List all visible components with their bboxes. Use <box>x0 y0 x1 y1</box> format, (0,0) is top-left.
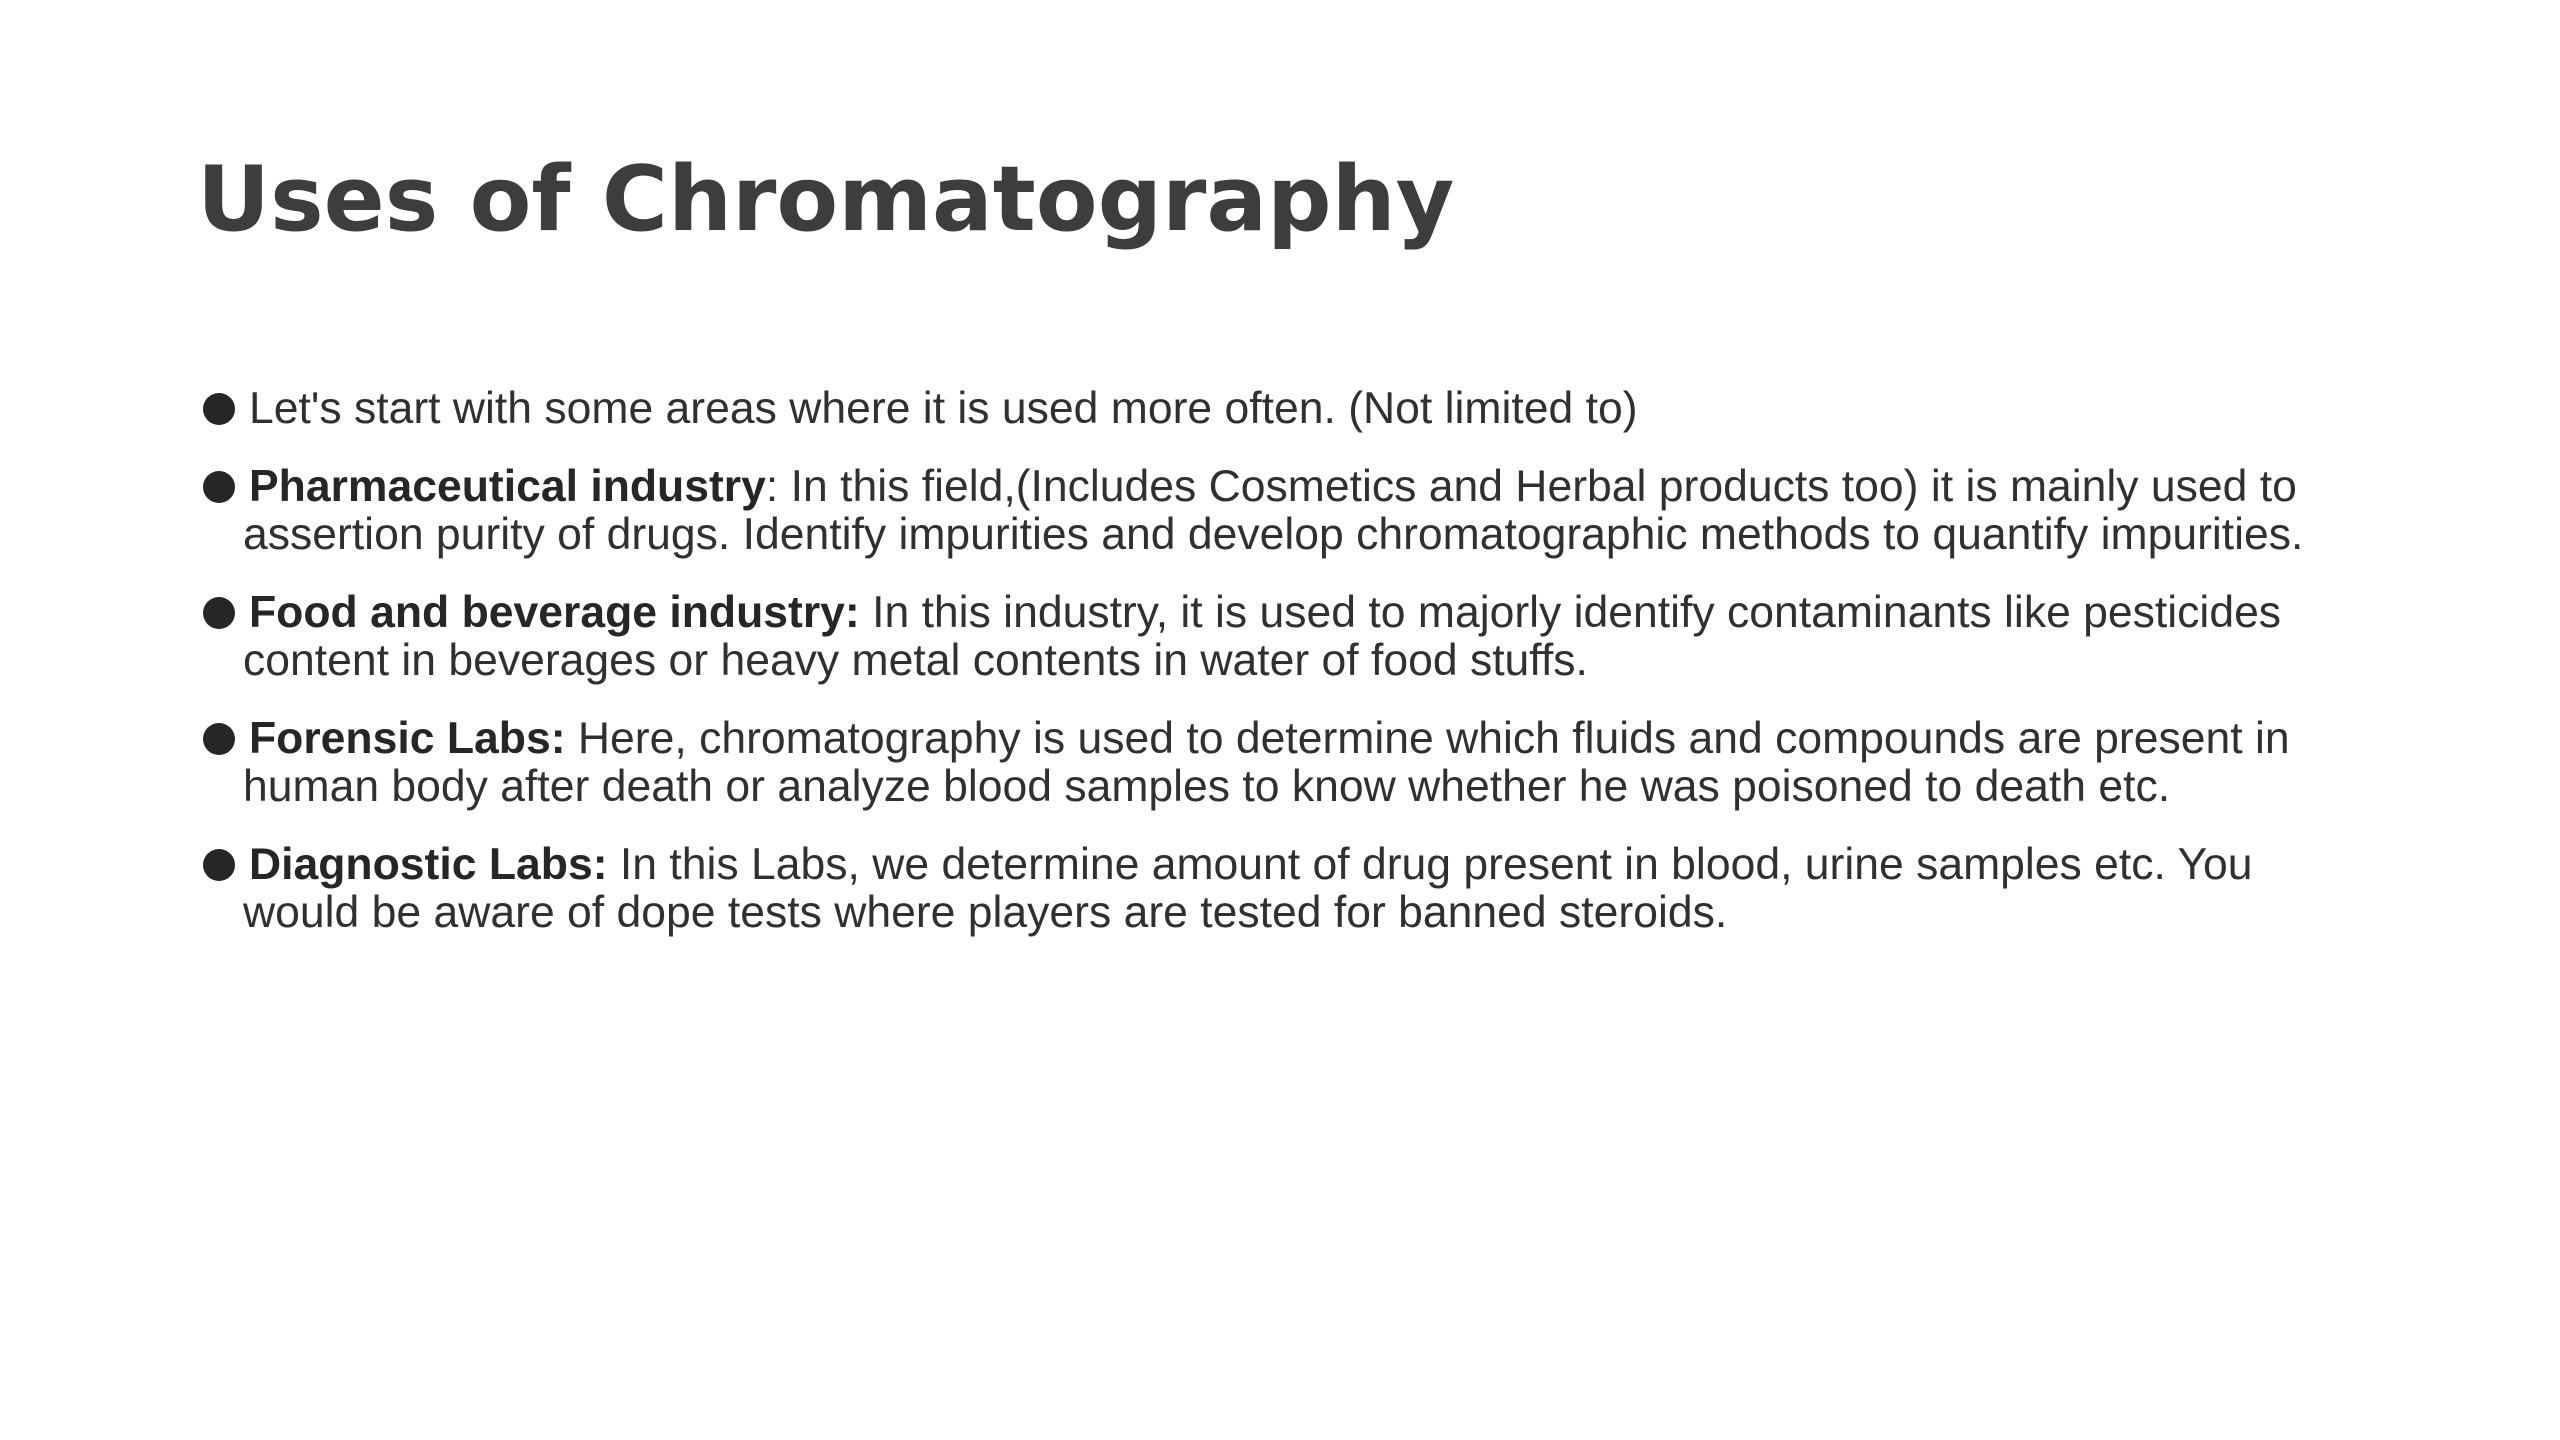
bullet-item-intro <box>203 385 2403 433</box>
bullet-item-pharmaceutical <box>203 463 2403 559</box>
bullet-term: Food and beverage industry: <box>249 588 860 637</box>
bullet-line <box>249 589 2403 637</box>
bullet-item-forensic <box>203 715 2403 811</box>
bullet-item-food-beverage <box>203 589 2403 685</box>
bullet-term: Forensic Labs: <box>249 714 566 763</box>
bullet-line-continued: assertion purity of drugs. Identify impurities and develop chromatographic methods to quantify impurities. <box>243 510 2304 559</box>
bullet-text: : In this field,(Includes Cosmetics and Herbal products too) it is mainly used to <box>765 462 2297 511</box>
bullet-line-continued: content in beverages or heavy metal contents in water of food stuffs. <box>243 636 1588 685</box>
slide-title: Uses of Chromatography <box>197 147 1455 252</box>
bullet-dot-icon <box>203 471 235 503</box>
bullet-term: Diagnostic Labs: <box>249 840 608 889</box>
bullet-line <box>249 385 2403 433</box>
bullet-dot-icon <box>203 849 235 881</box>
bullet-text: In this Labs, we determine amount of drug present in blood, urine samples etc. You <box>607 840 2253 889</box>
bullet-line <box>249 841 2403 889</box>
bullet-text: In this industry, it is used to majorly identify contaminants like pesticides <box>859 588 2282 637</box>
bullet-list <box>203 385 2403 967</box>
bullet-line-continued: human body after death or analyze blood samples to know whether he was poisoned to death etc. <box>243 762 2171 811</box>
bullet-text: Here, chromatography is used to determine which fluids and compounds are present in <box>565 714 2290 763</box>
bullet-line <box>249 463 2403 511</box>
bullet-dot-icon <box>203 597 235 629</box>
bullet-dot-icon <box>203 723 235 755</box>
bullet-text: Let's start with some areas where it is used more often. (Not limited to) <box>249 384 1638 433</box>
bullet-dot-icon <box>203 393 235 425</box>
bullet-item-diagnostic <box>203 841 2403 937</box>
bullet-line <box>249 715 2403 763</box>
bullet-term: Pharmaceutical industry <box>249 462 766 511</box>
bullet-line-continued: would be aware of dope tests where players are tested for banned steroids. <box>243 888 1728 937</box>
